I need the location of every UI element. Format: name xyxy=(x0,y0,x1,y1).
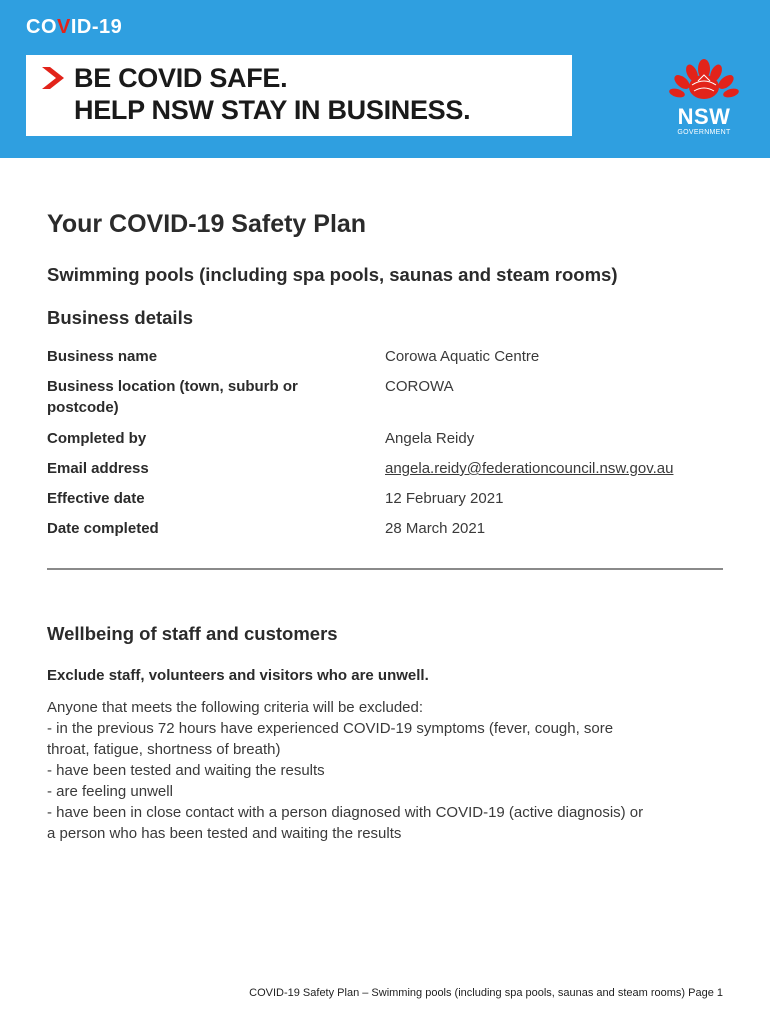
slogan-line-2: HELP NSW STAY IN BUSINESS. xyxy=(74,95,471,125)
effective-date-value: 12 February 2021 xyxy=(385,490,504,507)
covid19-label: COVID-19 xyxy=(26,16,123,38)
nsw-government-text: GOVERNMENT xyxy=(677,129,731,136)
business-location-label: Business location (town, suburb or postcode) xyxy=(47,378,298,416)
completed-by-value: Angela Reidy xyxy=(385,430,475,447)
date-completed-label: Date completed xyxy=(47,520,159,537)
criteria-line: - in the previous 72 hours have experienced COVID-19 symptoms (fever, cough, sore xyxy=(47,720,614,737)
criteria-line: Anyone that meets the following criteria will be excluded: xyxy=(47,699,424,716)
date-completed-value: 28 March 2021 xyxy=(385,520,486,537)
criteria-line: - have been in close contact with a person diagnosed with COVID-19 (active diagnosis) or xyxy=(47,804,644,821)
section-divider xyxy=(47,568,723,570)
slogan-box xyxy=(26,55,572,136)
wellbeing-subheading: Exclude staff, volunteers and visitors who are unwell. xyxy=(47,667,429,684)
business-details-heading: Business details xyxy=(47,307,194,328)
criteria-line: throat, fatigue, shortness of breath) xyxy=(47,741,281,758)
page-title: Your COVID-19 Safety Plan xyxy=(47,210,367,238)
email-label: Email address xyxy=(47,460,149,477)
slogan-line-1: BE COVID SAFE. xyxy=(74,63,288,93)
criteria-line: - have been tested and waiting the results xyxy=(47,762,325,779)
completed-by-label: Completed by xyxy=(47,430,147,447)
email-link[interactable]: angela.reidy@federationcouncil.nsw.gov.au xyxy=(385,460,674,477)
business-name-label: Business name xyxy=(47,348,158,365)
criteria-line: - are feeling unwell xyxy=(47,783,173,800)
criteria-line: a person who has been tested and waiting the results xyxy=(47,825,402,842)
business-location-value: COROWA xyxy=(385,378,454,395)
page-footer: COVID-19 Safety Plan – Swimming pools (including spa pools, saunas and steam rooms) Page 1 xyxy=(249,987,723,999)
header-banner xyxy=(0,0,770,158)
page-subtitle: Swimming pools (including spa pools, saunas and steam rooms) xyxy=(47,264,618,285)
wellbeing-heading: Wellbeing of staff and customers xyxy=(47,623,338,644)
business-name-value: Corowa Aquatic Centre xyxy=(385,348,540,365)
nsw-logo-text: NSW xyxy=(677,104,731,129)
wellbeing-criteria xyxy=(47,697,727,844)
effective-date-label: Effective date xyxy=(47,490,145,507)
chevron-right-icon xyxy=(40,65,66,91)
